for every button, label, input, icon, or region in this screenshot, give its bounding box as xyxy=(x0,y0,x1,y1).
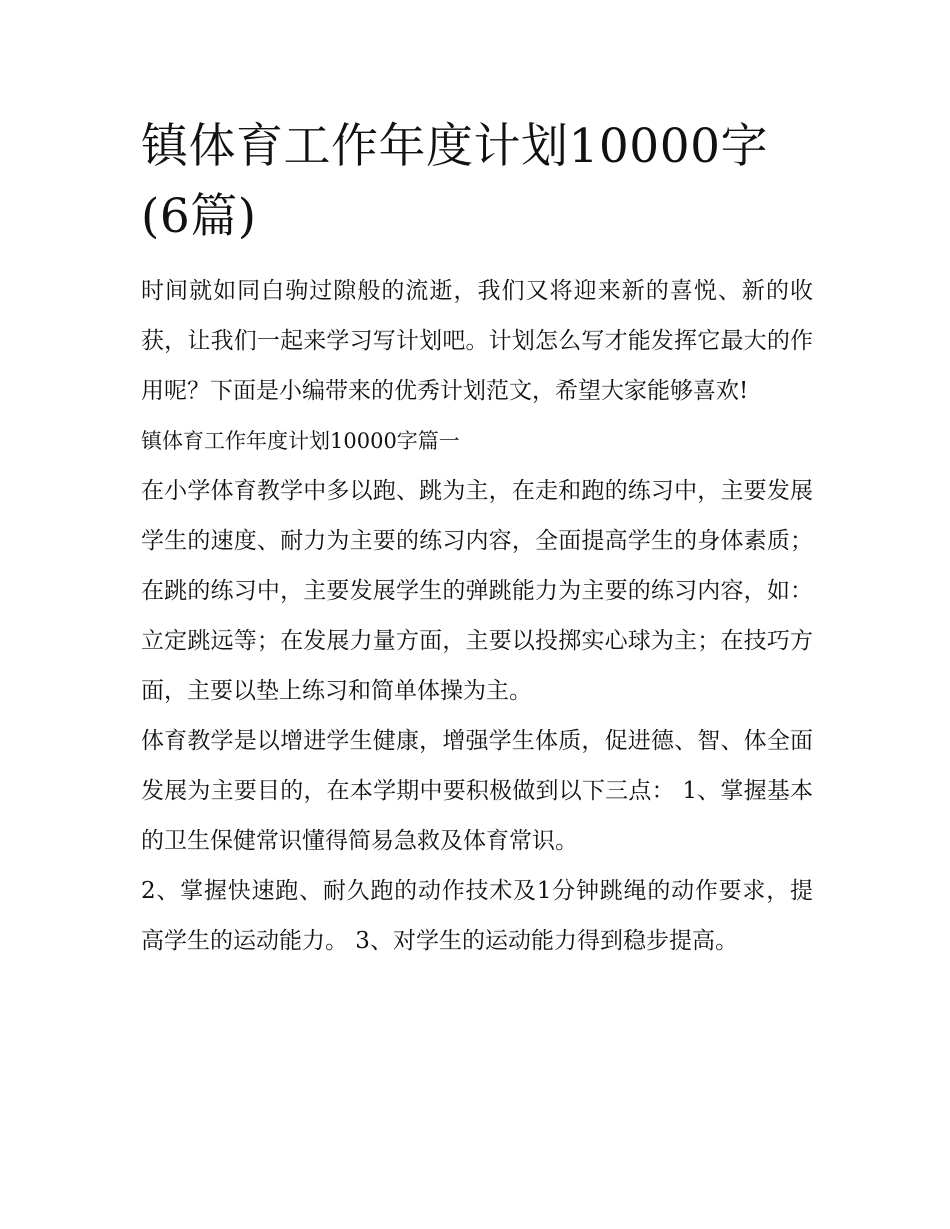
body-paragraph: 在小学体育教学中多以跑、跳为主，在走和跑的练习中，主要发展学生的速度、耐力为主要的练习内容，全面提高学生的身体素质；在跳的练习中，主要发展学生的弹跳能力为主要的练习内容，如：立定跳远等；在发展力量方面，主要以投掷实心球为主；在技巧方面，主要以垫上练习和简单体操为主。 xyxy=(141,478,813,704)
body-paragraph: 2、掌握快速跑、耐久跑的动作技术及1分钟跳绳的动作要求，提高学生的运动能力。 3、对学生的运动能力得到稳步提高。 xyxy=(141,878,813,954)
intro-paragraph: 时间就如同白驹过隙般的流逝，我们又将迎来新的喜悦、新的收获，让我们一起来学习写计划吧。计划怎么写才能发挥它最大的作用呢？下面是小编带来的优秀计划范文，希望大家能够喜欢! xyxy=(141,278,813,404)
body-paragraph: 体育教学是以增进学生健康，增强学生体质，促进德、智、体全面发展为主要目的，在本学期中要积极做到以下三点： 1、掌握基本的卫生保健常识懂得简易急救及体育常识。 xyxy=(141,728,813,854)
document-page xyxy=(141,112,813,966)
section-heading: 镇体育工作年度计划10000字篇一 xyxy=(141,429,460,453)
document-title: 镇体育工作年度计划10000字(6篇) xyxy=(141,119,769,244)
